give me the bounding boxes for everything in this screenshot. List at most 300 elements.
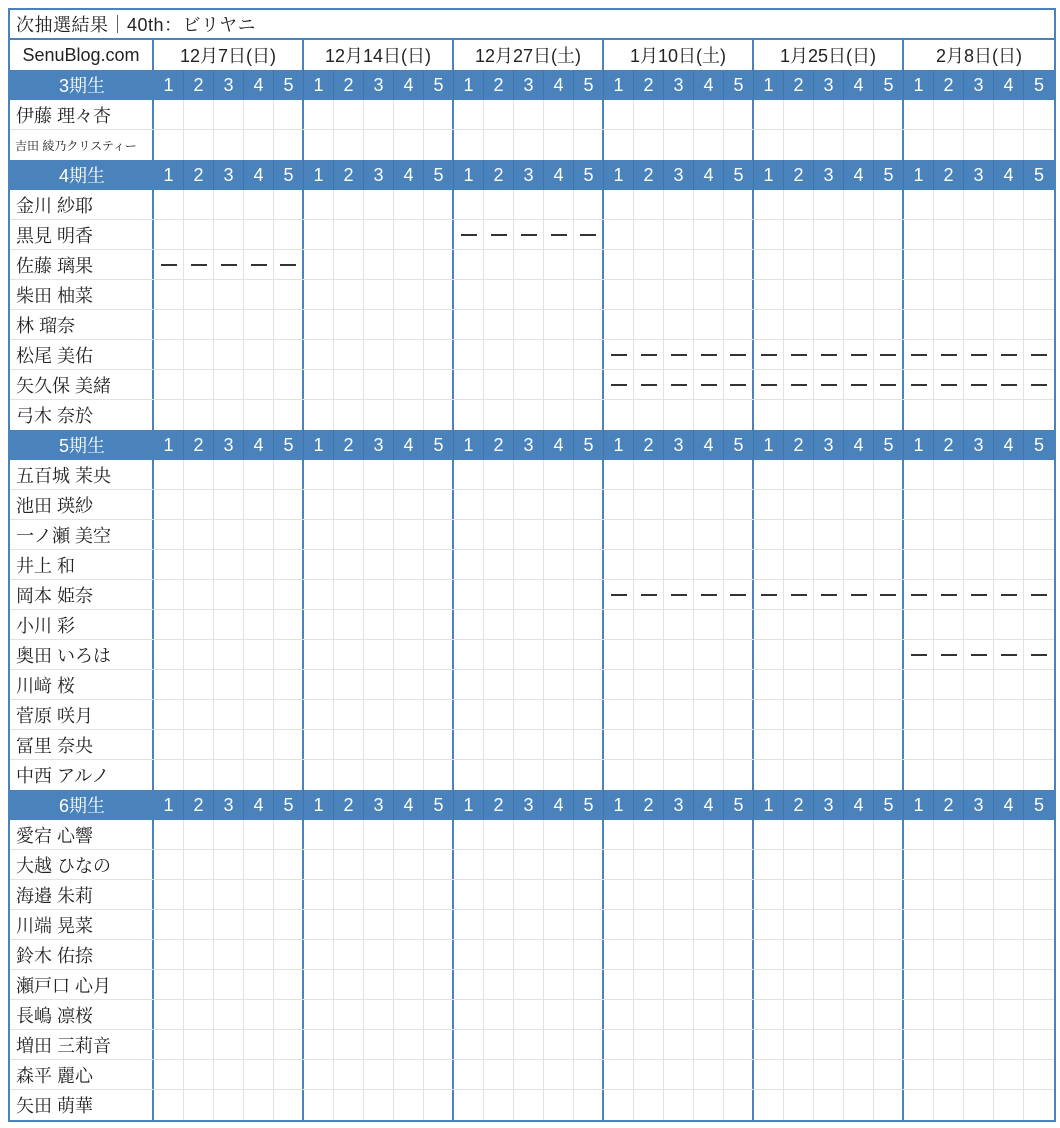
result-cell — [274, 1000, 304, 1029]
result-cell — [844, 580, 874, 609]
result-cell — [394, 940, 424, 969]
result-cell — [364, 550, 394, 579]
result-cell — [934, 460, 964, 489]
result-cell — [484, 490, 514, 519]
result-cell — [964, 1090, 994, 1120]
result-cell — [424, 670, 454, 699]
result-cell — [184, 520, 214, 549]
member-row — [10, 280, 1054, 310]
result-cell — [634, 1060, 664, 1089]
result-cell — [394, 1090, 424, 1120]
result-cell — [154, 760, 184, 790]
group-name: 6期生 — [58, 796, 105, 816]
result-cell — [394, 910, 424, 939]
dash-mark — [671, 354, 687, 356]
result-cell — [964, 190, 994, 219]
result-cell — [664, 1030, 694, 1059]
result-cell — [514, 640, 544, 669]
result-cell — [934, 670, 964, 699]
dash-mark — [251, 264, 267, 266]
slot-number: 5 — [424, 160, 454, 190]
result-cell — [154, 400, 184, 430]
result-cell — [454, 640, 484, 669]
result-cell — [184, 130, 214, 160]
result-cell — [334, 1000, 364, 1029]
result-cell — [1024, 700, 1054, 729]
result-cell — [874, 220, 904, 249]
result-cell — [544, 640, 574, 669]
result-cell — [994, 220, 1024, 249]
slot-number: 5 — [274, 430, 304, 460]
result-cell — [964, 250, 994, 279]
result-cell — [904, 640, 934, 669]
result-cell — [424, 580, 454, 609]
result-cell — [574, 310, 604, 339]
result-cell — [934, 250, 964, 279]
dash-mark — [911, 654, 927, 656]
result-cell — [754, 460, 784, 489]
slot-number: 4 — [844, 160, 874, 190]
slot-number: 3 — [664, 790, 694, 820]
result-cell — [994, 640, 1024, 669]
result-cell — [214, 970, 244, 999]
result-cell — [484, 730, 514, 759]
result-cell — [694, 880, 724, 909]
result-cell — [304, 520, 334, 549]
result-cell — [874, 730, 904, 759]
result-cell — [454, 580, 484, 609]
slot-number: 5 — [1033, 74, 1044, 95]
result-cell — [694, 310, 724, 339]
result-cell — [274, 610, 304, 639]
result-cell — [214, 760, 244, 790]
result-cell — [574, 520, 604, 549]
result-cell — [514, 100, 544, 129]
result-cell — [424, 850, 454, 879]
result-cell — [544, 460, 574, 489]
result-cell — [334, 280, 364, 309]
result-cell — [364, 880, 394, 909]
slot-number: 3 — [514, 790, 544, 820]
slot-number: 1 — [454, 430, 484, 460]
dash-mark — [701, 594, 717, 596]
result-cell — [904, 1090, 934, 1120]
result-cell — [514, 940, 544, 969]
result-cell — [634, 1030, 664, 1059]
result-cell — [724, 550, 754, 579]
result-cell — [484, 280, 514, 309]
result-cell — [394, 370, 424, 399]
result-cell — [454, 370, 484, 399]
result-cell — [754, 730, 784, 759]
slot-number: 1 — [754, 430, 784, 460]
result-cell — [754, 520, 784, 549]
dash-mark — [580, 234, 596, 236]
slot-number: 5 — [874, 160, 904, 190]
result-cell — [814, 820, 844, 849]
result-cell — [874, 910, 904, 939]
dash-mark — [491, 234, 507, 236]
result-cell — [724, 400, 754, 430]
result-cell — [514, 670, 544, 699]
slot-number: 3 — [664, 160, 694, 190]
slot-number: 2 — [484, 430, 514, 460]
result-cell — [514, 970, 544, 999]
slot-number: 2 — [184, 430, 214, 460]
result-cell — [874, 700, 904, 729]
result-cell — [304, 700, 334, 729]
result-cell — [994, 700, 1024, 729]
member-row — [10, 220, 1054, 250]
result-cell — [934, 640, 964, 669]
result-cell — [754, 910, 784, 939]
result-cell — [604, 100, 634, 129]
result-cell — [874, 190, 904, 219]
result-cell — [454, 1060, 484, 1089]
result-cell — [334, 190, 364, 219]
dash-mark — [611, 594, 627, 596]
result-cell — [934, 760, 964, 790]
group-name: 5期生 — [58, 436, 105, 456]
result-cell — [1024, 310, 1054, 339]
slot-number: 4 — [844, 430, 874, 460]
result-cell — [394, 850, 424, 879]
result-cell — [274, 580, 304, 609]
result-cell — [154, 1090, 184, 1120]
result-cell — [154, 520, 184, 549]
result-cell — [424, 910, 454, 939]
result-cell — [274, 1030, 304, 1059]
result-cell — [784, 700, 814, 729]
slot-number: 5 — [424, 430, 454, 460]
result-cell — [634, 220, 664, 249]
result-cell — [424, 730, 454, 759]
result-cell — [844, 910, 874, 939]
result-cell — [574, 1060, 604, 1089]
result-cell — [634, 400, 664, 430]
result-cell — [934, 580, 964, 609]
result-cell — [244, 1060, 274, 1089]
result-cell — [244, 310, 274, 339]
result-cell — [304, 280, 334, 309]
result-cell — [844, 880, 874, 909]
result-cell — [304, 190, 334, 219]
result-cell — [214, 940, 244, 969]
result-cell — [964, 760, 994, 790]
result-cell — [604, 820, 634, 849]
result-cell — [454, 250, 484, 279]
result-cell — [154, 550, 184, 579]
result-cell — [154, 280, 184, 309]
result-cell — [484, 550, 514, 579]
result-cell — [244, 250, 274, 279]
result-cell — [484, 760, 514, 790]
result-cell — [484, 460, 514, 489]
result-cell — [214, 580, 244, 609]
result-cell — [634, 490, 664, 519]
member-row — [10, 730, 1054, 760]
slot-number: 5 — [274, 790, 304, 820]
result-cell — [874, 130, 904, 160]
result-cell — [784, 520, 814, 549]
result-cell — [544, 820, 574, 849]
result-cell — [1024, 490, 1054, 519]
result-cell — [484, 220, 514, 249]
result-cell — [1024, 850, 1054, 879]
result-cell — [634, 520, 664, 549]
result-cell — [544, 1030, 574, 1059]
result-cell — [904, 250, 934, 279]
result-cell — [694, 700, 724, 729]
result-cell — [814, 490, 844, 519]
result-cell — [274, 640, 304, 669]
group-name: 4期生 — [58, 166, 105, 186]
result-cell — [634, 700, 664, 729]
result-cell — [904, 310, 934, 339]
result-cell — [184, 1090, 214, 1120]
result-cell — [304, 310, 334, 339]
result-cell — [814, 130, 844, 160]
result-cell — [244, 580, 274, 609]
result-cell — [904, 700, 934, 729]
group-header — [10, 430, 1054, 460]
result-cell — [784, 1000, 814, 1029]
result-cell — [634, 640, 664, 669]
result-cell — [1024, 670, 1054, 699]
result-cell — [904, 220, 934, 249]
member-name: 愛宕 心響 — [10, 820, 154, 849]
result-cell — [784, 910, 814, 939]
result-cell — [334, 970, 364, 999]
result-cell — [274, 940, 304, 969]
result-cell — [964, 310, 994, 339]
result-cell — [394, 1030, 424, 1059]
result-cell — [814, 910, 844, 939]
result-cell — [604, 490, 634, 519]
group-members — [10, 190, 1054, 430]
result-cell — [154, 250, 184, 279]
result-cell — [394, 700, 424, 729]
result-cell — [844, 640, 874, 669]
slot-number: 1 — [604, 790, 634, 820]
result-cell — [454, 940, 484, 969]
result-cell — [604, 610, 634, 639]
result-cell — [994, 970, 1024, 999]
member-row — [10, 520, 1054, 550]
slot-number: 3 — [514, 70, 544, 100]
member-name: 吉田 綾乃クリスティー — [10, 130, 154, 160]
result-cell — [394, 550, 424, 579]
groups-container — [10, 70, 1054, 1120]
result-cell — [484, 310, 514, 339]
result-cell — [814, 970, 844, 999]
slot-number: 4 — [394, 70, 424, 100]
result-cell — [604, 640, 634, 669]
slot-number: 3 — [814, 430, 844, 460]
result-cell — [574, 970, 604, 999]
slot-number: 1 — [604, 430, 634, 460]
result-cell — [874, 100, 904, 129]
result-cell — [604, 400, 634, 430]
result-cell — [244, 850, 274, 879]
result-cell — [634, 820, 664, 849]
dash-mark — [641, 594, 657, 596]
result-cell — [454, 460, 484, 489]
result-cell — [184, 820, 214, 849]
result-cell — [184, 730, 214, 759]
result-cell — [664, 640, 694, 669]
result-cell — [334, 850, 364, 879]
result-cell — [514, 370, 544, 399]
result-cell — [214, 490, 244, 519]
member-name: 松尾 美佑 — [10, 340, 154, 369]
result-cell — [484, 1090, 514, 1120]
result-cell — [184, 220, 214, 249]
result-cell — [484, 100, 514, 129]
slot-number: 2 — [634, 790, 664, 820]
result-cell — [694, 460, 724, 489]
result-cell — [814, 1000, 844, 1029]
result-cell — [274, 970, 304, 999]
dash-mark — [280, 264, 296, 266]
slot-number: 1 — [754, 160, 784, 190]
result-cell — [184, 970, 214, 999]
result-cell — [664, 580, 694, 609]
result-cell — [334, 1090, 364, 1120]
result-cell — [304, 250, 334, 279]
member-name: 川端 晃菜 — [10, 910, 154, 939]
result-cell — [964, 700, 994, 729]
result-cell — [244, 400, 274, 430]
result-cell — [664, 850, 694, 879]
result-cell — [694, 400, 724, 430]
result-cell — [214, 880, 244, 909]
slot-number: 3 — [664, 70, 694, 100]
result-cell — [214, 730, 244, 759]
result-cell — [514, 1000, 544, 1029]
dash-mark — [821, 594, 837, 596]
result-cell — [784, 880, 814, 909]
slot-number: 5 — [424, 790, 454, 820]
slot-number: 3 — [964, 70, 994, 100]
result-cell — [424, 280, 454, 309]
result-cell — [424, 1060, 454, 1089]
result-cell — [364, 580, 394, 609]
result-cell — [664, 400, 694, 430]
result-cell — [694, 1060, 724, 1089]
result-cell — [604, 460, 634, 489]
result-cell — [814, 100, 844, 129]
member-row — [10, 820, 1054, 850]
member-row — [10, 610, 1054, 640]
dash-mark — [730, 384, 746, 386]
result-cell — [154, 850, 184, 879]
result-cell — [574, 670, 604, 699]
member-row — [10, 970, 1054, 1000]
result-cell — [634, 610, 664, 639]
result-cell — [544, 1090, 574, 1120]
result-cell — [664, 700, 694, 729]
slot-number: 5 — [574, 430, 604, 460]
result-cell — [304, 1030, 334, 1059]
result-cell — [604, 880, 634, 909]
result-cell — [754, 1000, 784, 1029]
result-cell — [394, 670, 424, 699]
result-cell — [994, 610, 1024, 639]
result-cell — [1024, 100, 1054, 129]
result-cell — [484, 580, 514, 609]
result-cell — [754, 610, 784, 639]
result-cell — [904, 850, 934, 879]
result-cell — [784, 400, 814, 430]
result-cell — [394, 190, 424, 219]
result-cell — [904, 730, 934, 759]
result-cell — [844, 730, 874, 759]
member-name: 長嶋 凛桜 — [10, 1000, 154, 1029]
result-cell — [184, 940, 214, 969]
slot-number: 1 — [454, 790, 484, 820]
result-cell — [514, 700, 544, 729]
result-cell — [604, 670, 634, 699]
result-cell — [964, 1060, 994, 1089]
slot-number: 3 — [814, 160, 844, 190]
result-cell — [454, 490, 484, 519]
result-cell — [364, 940, 394, 969]
result-cell — [364, 1000, 394, 1029]
result-cell — [334, 520, 364, 549]
result-cell — [454, 400, 484, 430]
result-cell — [424, 820, 454, 849]
result-cell — [934, 610, 964, 639]
slot-number: 1 — [154, 790, 184, 820]
result-cell — [244, 100, 274, 129]
result-cell — [514, 220, 544, 249]
result-cell — [244, 910, 274, 939]
result-cell — [454, 820, 484, 849]
result-cell — [724, 460, 754, 489]
result-cell — [484, 970, 514, 999]
dash-mark — [1001, 384, 1017, 386]
dash-mark — [971, 384, 987, 386]
result-cell — [574, 220, 604, 249]
result-cell — [274, 460, 304, 489]
result-cell — [754, 490, 784, 519]
result-cell — [304, 130, 334, 160]
result-cell — [184, 400, 214, 430]
result-cell — [724, 340, 754, 369]
result-cell — [874, 310, 904, 339]
result-cell — [394, 310, 424, 339]
result-cell — [634, 880, 664, 909]
result-cell — [214, 1000, 244, 1029]
result-cell — [604, 370, 634, 399]
result-cell — [784, 220, 814, 249]
result-cell — [154, 1060, 184, 1089]
date-header-3: 12月27日(土) — [454, 40, 604, 70]
result-cell — [634, 250, 664, 279]
result-cell — [394, 580, 424, 609]
result-cell — [274, 880, 304, 909]
slot-number: 5 — [874, 790, 904, 820]
result-cell — [754, 340, 784, 369]
result-cell — [994, 760, 1024, 790]
result-cell — [274, 250, 304, 279]
result-cell — [184, 250, 214, 279]
result-cell — [994, 580, 1024, 609]
result-cell — [844, 400, 874, 430]
result-cell — [544, 340, 574, 369]
result-cell — [784, 850, 814, 879]
